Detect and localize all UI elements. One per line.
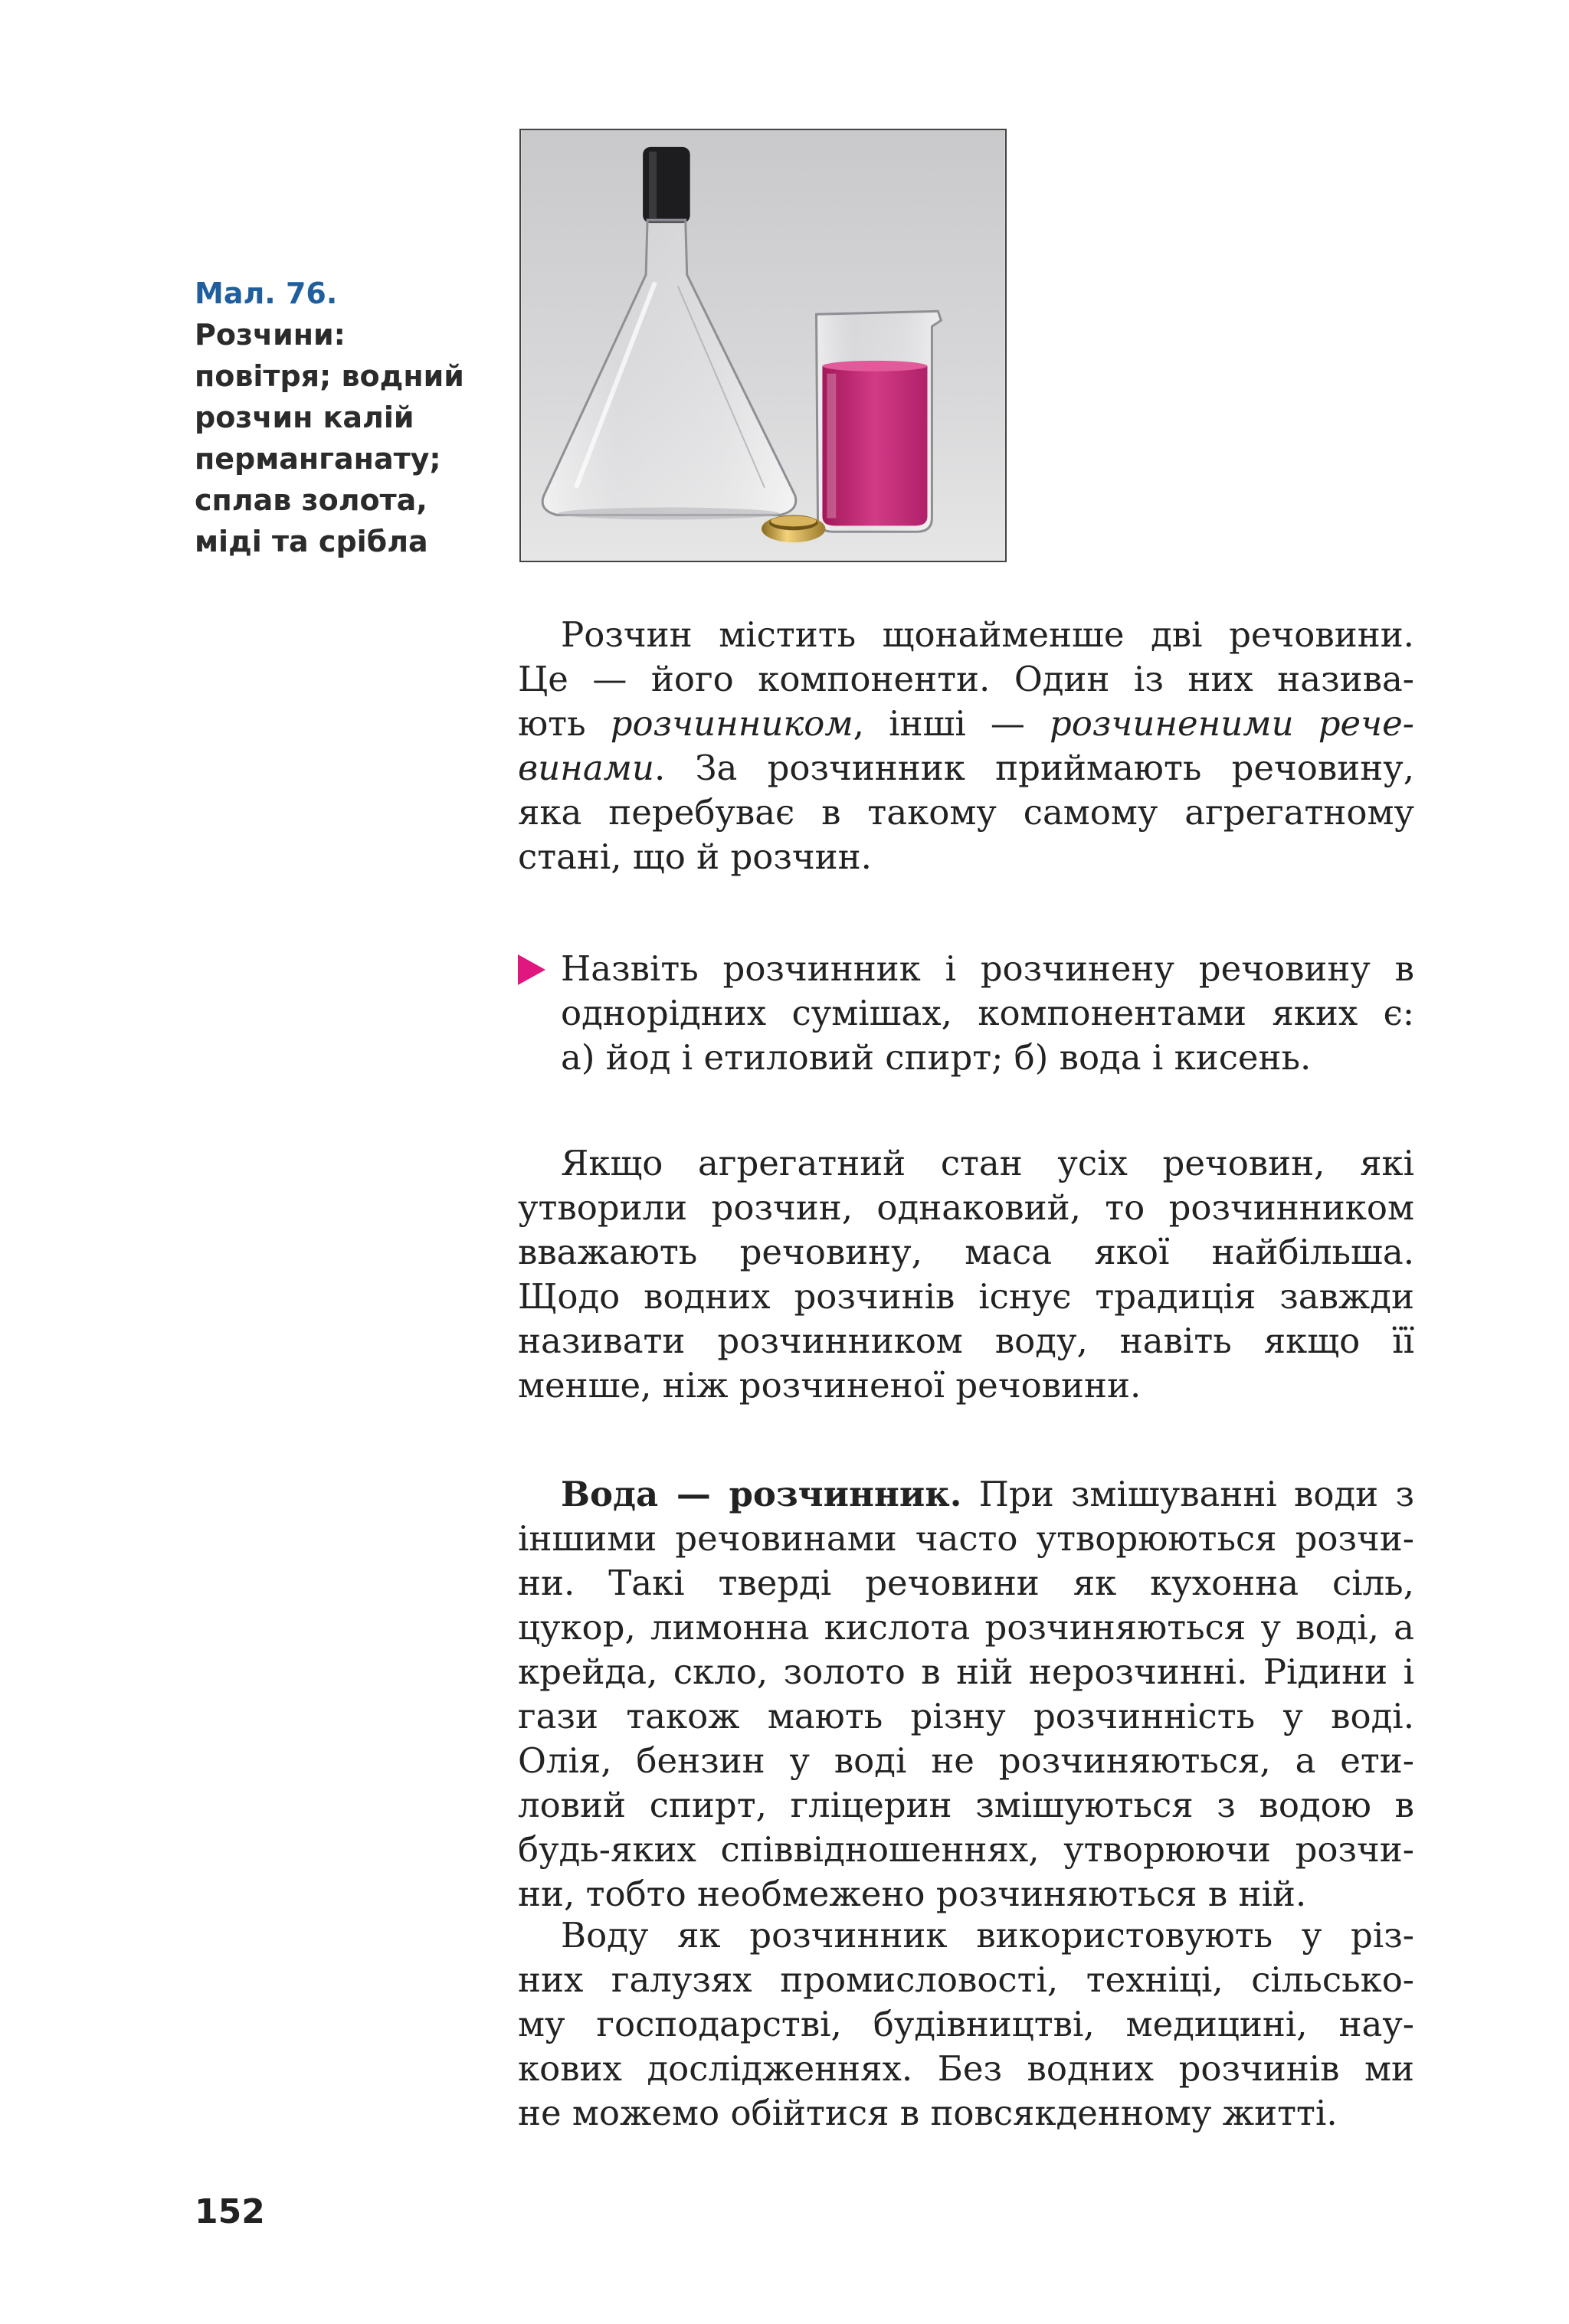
text-line: гази також мають різну розчинність у воді. (518, 1696, 1414, 1736)
caption-line: розчин калій (195, 401, 414, 434)
page-number: 152 (195, 2192, 265, 2231)
text-line: вважають речовину, маса якої найбільша. (518, 1232, 1414, 1272)
paragraph-water-usage (518, 1913, 1414, 2136)
text-line: Це — його компоненти. Один із них назива- (518, 659, 1414, 699)
text-line: не можемо обійтися в повсякденному житті. (518, 2093, 1338, 2133)
caption-line: міді та срібла (195, 525, 428, 558)
text-line: ловий спирт, гліцерин змішуються з водою в (518, 1785, 1414, 1825)
flask-beaker-ring-illustration (521, 130, 1005, 561)
beaker-icon (817, 311, 942, 532)
text-line: Вода — розчинник. При змішуванні води з (561, 1474, 1414, 1514)
text-line: Розчин містить щонайменше дві речовини. (561, 614, 1414, 655)
text-line: них галузях промисловості, техніці, сільсько- (518, 1959, 1414, 2000)
text-line: Воду як розчинник використовують у різ- (561, 1915, 1414, 1956)
caption-line: перманганату; (195, 442, 441, 476)
term-solvent: розчинником (610, 703, 853, 744)
text-line: ють розчинником, інші — розчиненими рече- (518, 703, 1414, 744)
text-line: іншими речовинами часто утворюються розчи- (518, 1518, 1414, 1559)
text-line: утворили розчин, однаковий, то розчинником (518, 1187, 1414, 1228)
text-line: будь-яких співвідношеннях, утворюючи розчи- (518, 1829, 1414, 1870)
text-line: Олія, бензин у воді не розчиняються, а ети- (518, 1740, 1414, 1781)
text-line: ни, тобто необмежено розчиняються в ній. (518, 1874, 1307, 1914)
question-line: однорідних сумішах, компонентами яких є: (561, 993, 1414, 1033)
triangle-marker-icon (518, 954, 545, 985)
text-line: ни. Такі тверді речовини як кухонна сіль, (518, 1563, 1414, 1603)
text-line: називати розчинником воду, навіть якщо її (518, 1321, 1414, 1361)
term-solutes: розчиненими рече- (1049, 703, 1414, 744)
text-line: стані, що й розчин. (518, 836, 872, 877)
question-line: а) йод і етиловий спирт; б) вода і кисень. (561, 1037, 1312, 1078)
text-line: цукор, лимонна кислота розчиняються у воді, а (518, 1607, 1414, 1648)
figure-photo (519, 129, 1007, 562)
text-line: крейда, скло, золото в ній нерозчинні. Рідини і (518, 1651, 1414, 1692)
paragraph-solvent-rule (518, 1141, 1414, 1408)
question-line: Назвіть розчинник і розчинену речовину в (561, 948, 1414, 989)
text-line: яка перебуває в такому самому агрегатному (518, 792, 1414, 833)
term-solutes-end: винами (518, 748, 654, 788)
gold-ring-icon (762, 515, 825, 542)
caption-line: повітря; водний (195, 359, 464, 393)
text-line: винами. За розчинник приймають речовину, (518, 748, 1414, 788)
text-line: менше, ніж розчиненої речовини. (518, 1365, 1142, 1406)
text-line: Якщо агрегатний стан усіх речовин, які (561, 1143, 1414, 1183)
text-line: кових дослідженнях. Без водних розчинів ми (518, 2048, 1414, 2089)
text-line: Щодо водних розчинів існує традиція завжди (518, 1276, 1414, 1317)
caption-line: сплав золота, (195, 483, 427, 517)
caption-line: Розчини: (195, 318, 346, 352)
figure-label: Мал. 76. (195, 277, 338, 310)
figure-caption (195, 273, 501, 562)
section-heading: Вода — розчинник. (561, 1474, 962, 1514)
paragraph-solution-definition (518, 613, 1414, 879)
paragraph-water-solvent (518, 1472, 1414, 1916)
question-block (518, 947, 1414, 1080)
text-line: му господарстві, будівництві, медицині, нау- (518, 2004, 1414, 2044)
